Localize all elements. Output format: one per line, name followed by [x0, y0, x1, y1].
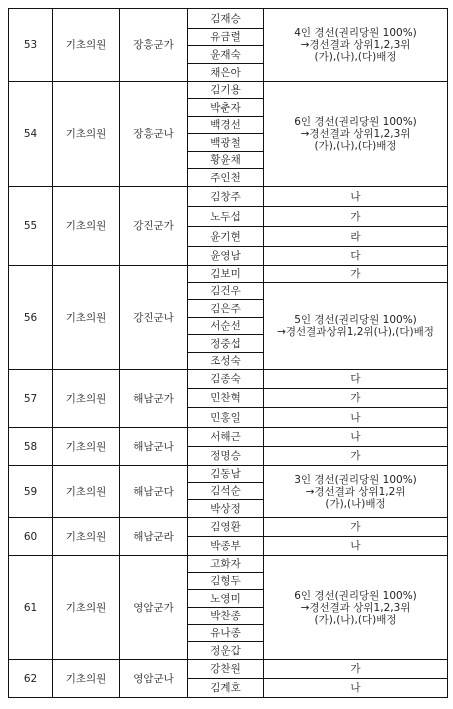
ballot-symbol-cell: 다 [264, 247, 448, 266]
council-type-cell: 기초의원 [53, 187, 120, 266]
district-cell: 영암군나 [120, 660, 188, 698]
candidate-name-cell: 김영환 [188, 518, 264, 537]
ballot-symbol-cell: 라 [264, 227, 448, 247]
candidate-name-cell: 김은주 [188, 300, 264, 318]
candidate-name-cell: 김재승 [188, 9, 264, 29]
primary-note-line: 6인 경선(권리당원 100%) [294, 589, 417, 602]
candidate-name-cell: 윤기현 [188, 227, 264, 247]
district-cell: 강진군나 [120, 266, 188, 370]
table-row [9, 187, 448, 207]
primary-note-line: →경선결과 상위1,2,3위 [300, 128, 411, 140]
ballot-symbol-cell: 가 [264, 266, 448, 283]
row-number-cell: 53 [9, 9, 53, 82]
candidate-name-cell: 백경선 [188, 117, 264, 134]
district-cell: 강진군가 [120, 187, 188, 266]
table-row [9, 466, 448, 483]
table-row [9, 660, 448, 679]
primary-note-line: (가),(나),(다)배정 [314, 51, 397, 63]
primary-note-cell [264, 556, 448, 660]
row-number-cell: 55 [9, 187, 53, 266]
row-number-cell: 56 [9, 266, 53, 370]
ballot-symbol-cell: 가 [264, 447, 448, 466]
primary-note-line: (가),(나),(다)배정 [314, 140, 397, 152]
ballot-symbol-cell: 나 [264, 408, 448, 428]
table-row [9, 82, 448, 99]
council-type-cell: 기초의원 [53, 266, 120, 370]
ballot-symbol-cell: 나 [264, 428, 448, 447]
candidate-table [8, 8, 448, 698]
district-cell: 해남군라 [120, 518, 188, 556]
candidate-name-cell: 김건우 [188, 283, 264, 300]
primary-note-line: →경선결과 상위1,2,3위 [300, 601, 411, 614]
row-number-cell: 54 [9, 82, 53, 187]
row-number-cell: 57 [9, 370, 53, 428]
candidate-name-cell: 정운갑 [188, 642, 264, 660]
council-type-cell: 기초의원 [53, 466, 120, 518]
candidate-name-cell: 윤재숙 [188, 46, 264, 64]
primary-note-line: 6인 경선(권리당원 100%) [294, 116, 417, 128]
candidate-name-cell: 정중섭 [188, 335, 264, 353]
primary-note-cell [264, 466, 448, 518]
primary-note-cell [264, 9, 448, 82]
ballot-symbol-cell: 나 [264, 537, 448, 556]
council-type-cell: 기초의원 [53, 428, 120, 466]
candidate-name-cell: 김석순 [188, 483, 264, 500]
candidate-name-cell: 박종부 [188, 537, 264, 556]
council-type-cell: 기초의원 [53, 370, 120, 428]
candidate-name-cell: 윤영남 [188, 247, 264, 266]
district-cell: 해남군다 [120, 466, 188, 518]
row-number-cell: 62 [9, 660, 53, 698]
table-row [9, 428, 448, 447]
candidate-name-cell: 박춘자 [188, 99, 264, 117]
candidate-name-cell: 김형두 [188, 573, 264, 590]
candidate-name-cell: 조성숙 [188, 353, 264, 370]
candidate-name-cell: 박상정 [188, 500, 264, 518]
table-row [9, 518, 448, 537]
candidate-name-cell: 민홍일 [188, 408, 264, 428]
primary-note-line: (가),(나)배정 [325, 497, 386, 510]
candidate-name-cell: 민찬혁 [188, 389, 264, 408]
candidate-name-cell: 박찬종 [188, 608, 264, 625]
council-type-cell: 기초의원 [53, 556, 120, 660]
primary-note-line: (가),(나),(다)배정 [314, 613, 397, 626]
district-cell: 해남군나 [120, 428, 188, 466]
candidate-name-cell: 유금렬 [188, 29, 264, 46]
primary-note-cell [264, 82, 448, 187]
candidate-name-cell: 황윤채 [188, 152, 264, 169]
primary-note-line: 5인 경선(권리당원 100%) [294, 314, 417, 326]
row-number-cell: 60 [9, 518, 53, 556]
council-type-cell: 기초의원 [53, 518, 120, 556]
primary-note-line: →경선결과 상위1,2위 [305, 485, 406, 498]
district-cell: 장흥군나 [120, 82, 188, 187]
council-type-cell: 기초의원 [53, 660, 120, 698]
candidate-name-cell: 고화자 [188, 556, 264, 573]
primary-note-line: →경선결과 상위1,2,3위 [300, 39, 411, 51]
ballot-symbol-cell: 나 [264, 187, 448, 207]
row-number-cell: 59 [9, 466, 53, 518]
candidate-name-cell: 김창주 [188, 187, 264, 207]
ballot-symbol-cell: 가 [264, 389, 448, 408]
district-cell: 해남군가 [120, 370, 188, 428]
candidate-table-body [9, 9, 448, 698]
candidate-name-cell: 서해근 [188, 428, 264, 447]
candidate-name-cell: 채은아 [188, 64, 264, 82]
candidate-name-cell: 정명승 [188, 447, 264, 466]
candidate-name-cell: 김동남 [188, 466, 264, 483]
candidate-name-cell: 김계호 [188, 679, 264, 698]
ballot-symbol-cell: 가 [264, 660, 448, 679]
candidate-name-cell: 강찬원 [188, 660, 264, 679]
district-cell: 장흥군가 [120, 9, 188, 82]
table-row [9, 9, 448, 29]
district-cell: 영암군가 [120, 556, 188, 660]
candidate-name-cell: 노영미 [188, 590, 264, 608]
row-number-cell: 58 [9, 428, 53, 466]
table-row [9, 266, 448, 283]
candidate-name-cell: 유나종 [188, 625, 264, 642]
council-type-cell: 기초의원 [53, 9, 120, 82]
table-row [9, 556, 448, 573]
primary-note-line: →경선결과상위1,2위(나),(다)배정 [277, 326, 434, 338]
candidate-name-cell: 주인천 [188, 169, 264, 187]
candidate-name-cell: 김기용 [188, 82, 264, 99]
candidate-name-cell: 백광철 [188, 134, 264, 152]
primary-note-line: 4인 경선(권리당원 100%) [294, 27, 417, 39]
candidate-name-cell: 김종숙 [188, 370, 264, 389]
ballot-symbol-cell: 가 [264, 207, 448, 227]
ballot-symbol-cell: 나 [264, 679, 448, 698]
ballot-symbol-cell: 가 [264, 518, 448, 537]
candidate-name-cell: 노두섭 [188, 207, 264, 227]
candidate-name-cell: 서순선 [188, 318, 264, 335]
primary-note-cell [264, 283, 448, 370]
table-row [9, 370, 448, 389]
council-type-cell: 기초의원 [53, 82, 120, 187]
primary-note-line: 3인 경선(권리당원 100%) [294, 473, 417, 486]
row-number-cell: 61 [9, 556, 53, 660]
ballot-symbol-cell: 다 [264, 370, 448, 389]
candidate-name-cell: 김보미 [188, 266, 264, 283]
